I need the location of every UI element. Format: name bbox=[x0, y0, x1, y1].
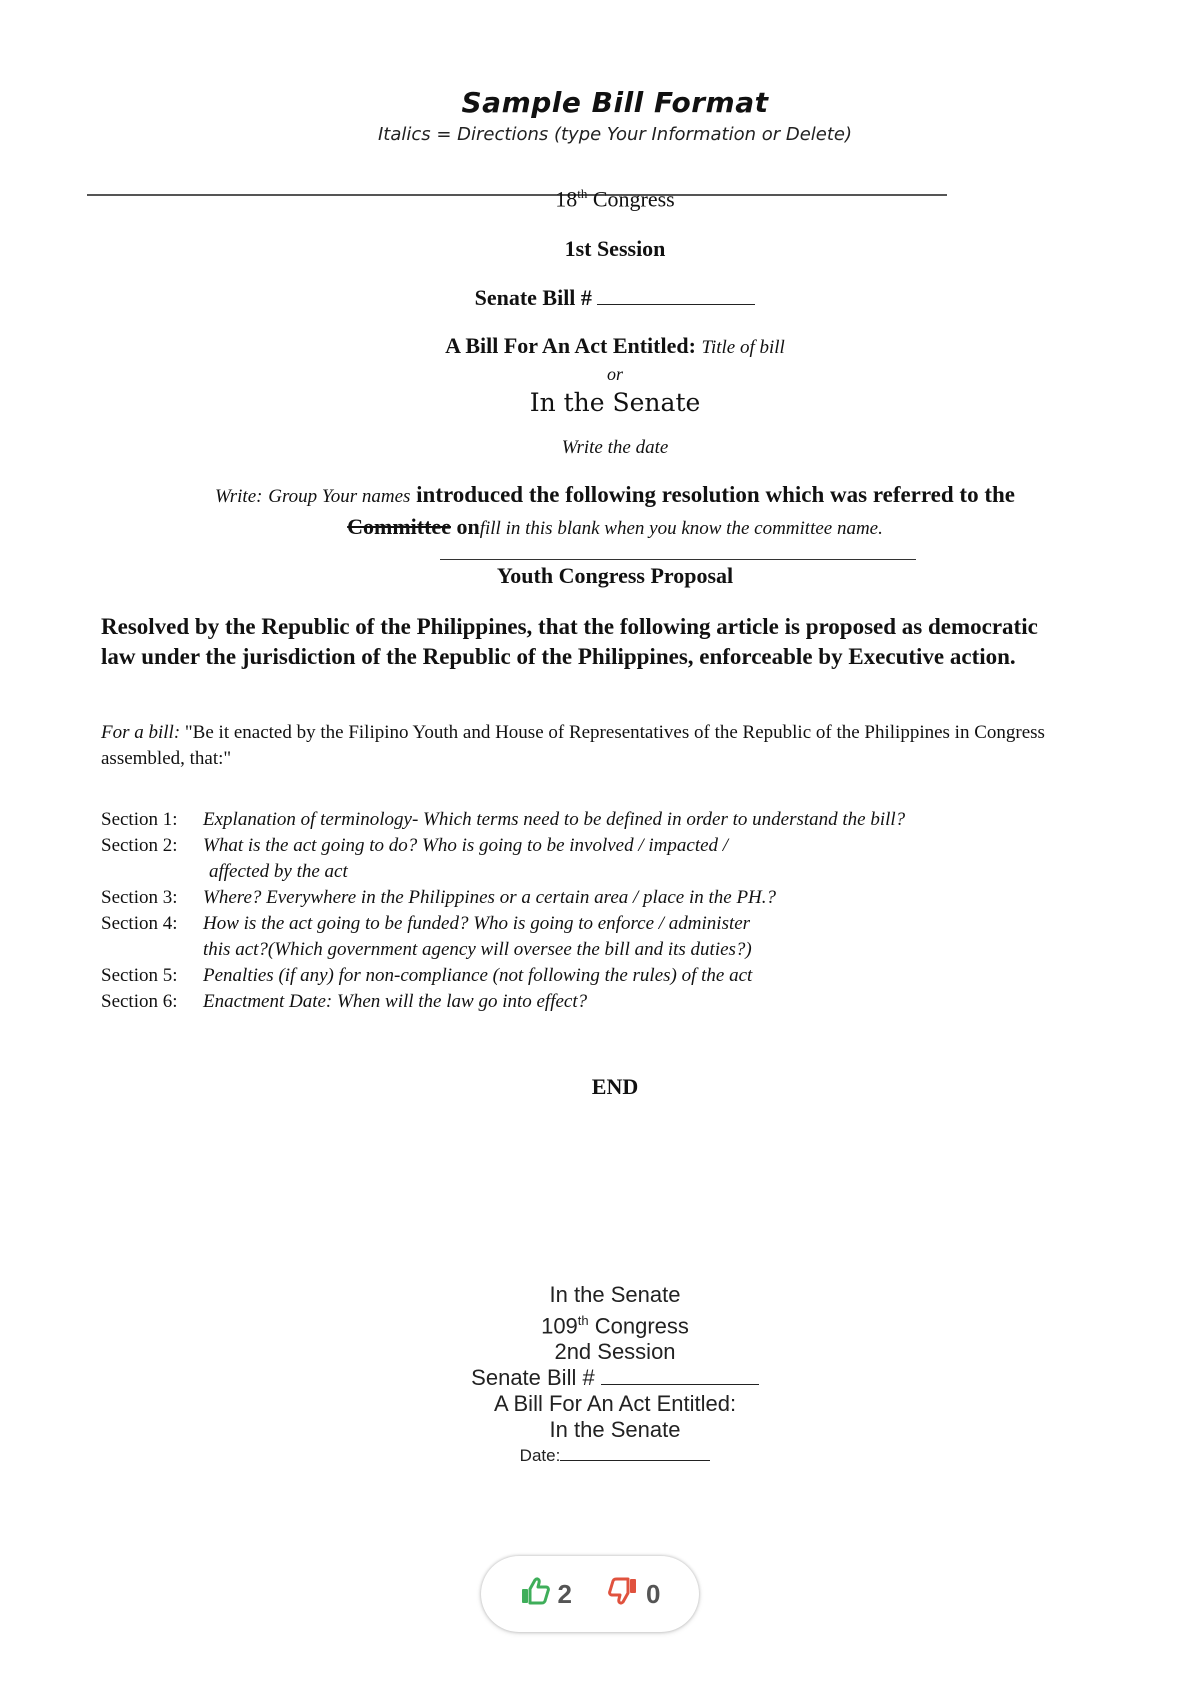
section-row bbox=[101, 807, 905, 833]
section-text: What is the act going to do? Who is going to be involved / impacted / bbox=[203, 835, 729, 856]
in-the-senate-heading: In the Senate bbox=[529, 388, 701, 417]
intro-line bbox=[0, 482, 1200, 508]
section-label: Section 4: bbox=[101, 913, 178, 934]
act-label: A Bill For An Act Entitled: bbox=[445, 333, 696, 358]
footer-congress-word: Congress bbox=[594, 1313, 689, 1339]
proposal-heading: Youth Congress Proposal bbox=[496, 563, 734, 588]
section-row bbox=[101, 963, 905, 989]
section-text: Penalties (if any) for non-compliance (not following the rules) of the act bbox=[203, 965, 753, 986]
for-a-bill-label: For a bill: bbox=[101, 722, 181, 743]
section-text: Explanation of terminology- Which terms need to be defined in order to understand the bill? bbox=[203, 809, 906, 830]
footer-date-label: Date: bbox=[519, 1446, 561, 1466]
act-line bbox=[0, 333, 1200, 359]
resolved-paragraph: Resolved by the Republic of the Philippines, that the following article is proposed as democratic law under the jurisdiction of the Republic of the Philippines, enforceable by Executive action. bbox=[101, 614, 1038, 669]
footer-date-blank bbox=[560, 1446, 710, 1461]
page-title: Sample Bill Format bbox=[461, 86, 769, 119]
section-label: Section 3: bbox=[101, 887, 178, 908]
footer-date-line bbox=[0, 1443, 1200, 1469]
title-placeholder: Title of bill bbox=[701, 337, 785, 358]
section-label: Section 5: bbox=[101, 965, 178, 986]
enacting-paragraph bbox=[101, 720, 1131, 772]
senate-bill-blank bbox=[597, 286, 755, 305]
end-marker: END bbox=[591, 1074, 639, 1099]
section-label: Section 1: bbox=[101, 809, 178, 830]
senate-bill-label: Senate Bill # bbox=[474, 285, 592, 310]
dislike-count: 0 bbox=[646, 1578, 661, 1609]
section-text: Where? Everywhere in the Philippines or a certain area / place in the PH.? bbox=[203, 887, 777, 908]
committee-line bbox=[0, 514, 1200, 540]
thumbs-up-icon bbox=[520, 1577, 550, 1612]
or-text: or bbox=[606, 364, 623, 384]
footer-senate-bill-blank bbox=[601, 1366, 759, 1385]
write-label: Write: bbox=[214, 486, 263, 507]
section-text: Enactment Date: When will the law go into effect? bbox=[203, 991, 588, 1012]
footer-senate-bill-label: Senate Bill # bbox=[471, 1365, 595, 1391]
footer-session: 2nd Session bbox=[554, 1339, 676, 1365]
like-count: 2 bbox=[557, 1578, 572, 1609]
session-line: 1st Session bbox=[564, 236, 666, 261]
on-word: on bbox=[456, 514, 480, 539]
senate-bill-line bbox=[0, 285, 1200, 311]
section-label: Section 2: bbox=[101, 835, 178, 856]
congress-line bbox=[0, 186, 1200, 212]
section-row bbox=[101, 989, 905, 1015]
congress-number: 18 bbox=[555, 186, 578, 212]
footer-act-label: A Bill For An Act Entitled: bbox=[493, 1391, 737, 1417]
section-continuation: this act?(Which government agency will oversee the bill and its duties?) bbox=[203, 939, 752, 960]
congress-word: Congress bbox=[592, 186, 675, 212]
section-row bbox=[101, 833, 905, 859]
dislike-button[interactable] bbox=[608, 1577, 660, 1612]
section-row bbox=[101, 911, 905, 937]
like-button[interactable] bbox=[520, 1577, 572, 1612]
vote-widget bbox=[481, 1556, 699, 1632]
committee-placeholder: fill in this blank when you know the committee name. bbox=[479, 518, 883, 539]
date-placeholder: Write the date bbox=[561, 437, 669, 458]
enacting-clause: "Be it enacted by the Filipino Youth and House of Representatives of the Republic of the Philippines in Congress assembled, that:" bbox=[101, 722, 1045, 769]
group-names-placeholder: Group Your names bbox=[268, 486, 411, 507]
footer-congress-suffix: th bbox=[577, 1313, 589, 1328]
divider-proposal bbox=[440, 559, 916, 560]
section-label: Section 6: bbox=[101, 991, 178, 1012]
section-list bbox=[101, 807, 905, 1015]
footer-in-senate: In the Senate bbox=[549, 1282, 681, 1307]
footer-senate-bill bbox=[0, 1365, 1200, 1391]
section-continuation: affected by the act bbox=[209, 861, 348, 882]
thumbs-down-icon bbox=[608, 1577, 638, 1612]
footer-senate-block bbox=[0, 1282, 1200, 1469]
footer-congress-line bbox=[0, 1308, 1200, 1339]
introduced-text: introduced the following resolution which was referred to the bbox=[416, 482, 1016, 507]
section-row bbox=[101, 885, 905, 911]
footer-congress-number: 109 bbox=[541, 1313, 578, 1339]
footer-in-senate-2: In the Senate bbox=[549, 1417, 681, 1443]
congress-suffix: th bbox=[577, 186, 588, 201]
section-text: How is the act going to be funded? Who is going to enforce / administer bbox=[203, 913, 751, 934]
committee-word: Committee bbox=[347, 514, 451, 539]
page-subtitle: Italics = Directions (type Your Information or Delete) bbox=[377, 124, 853, 145]
